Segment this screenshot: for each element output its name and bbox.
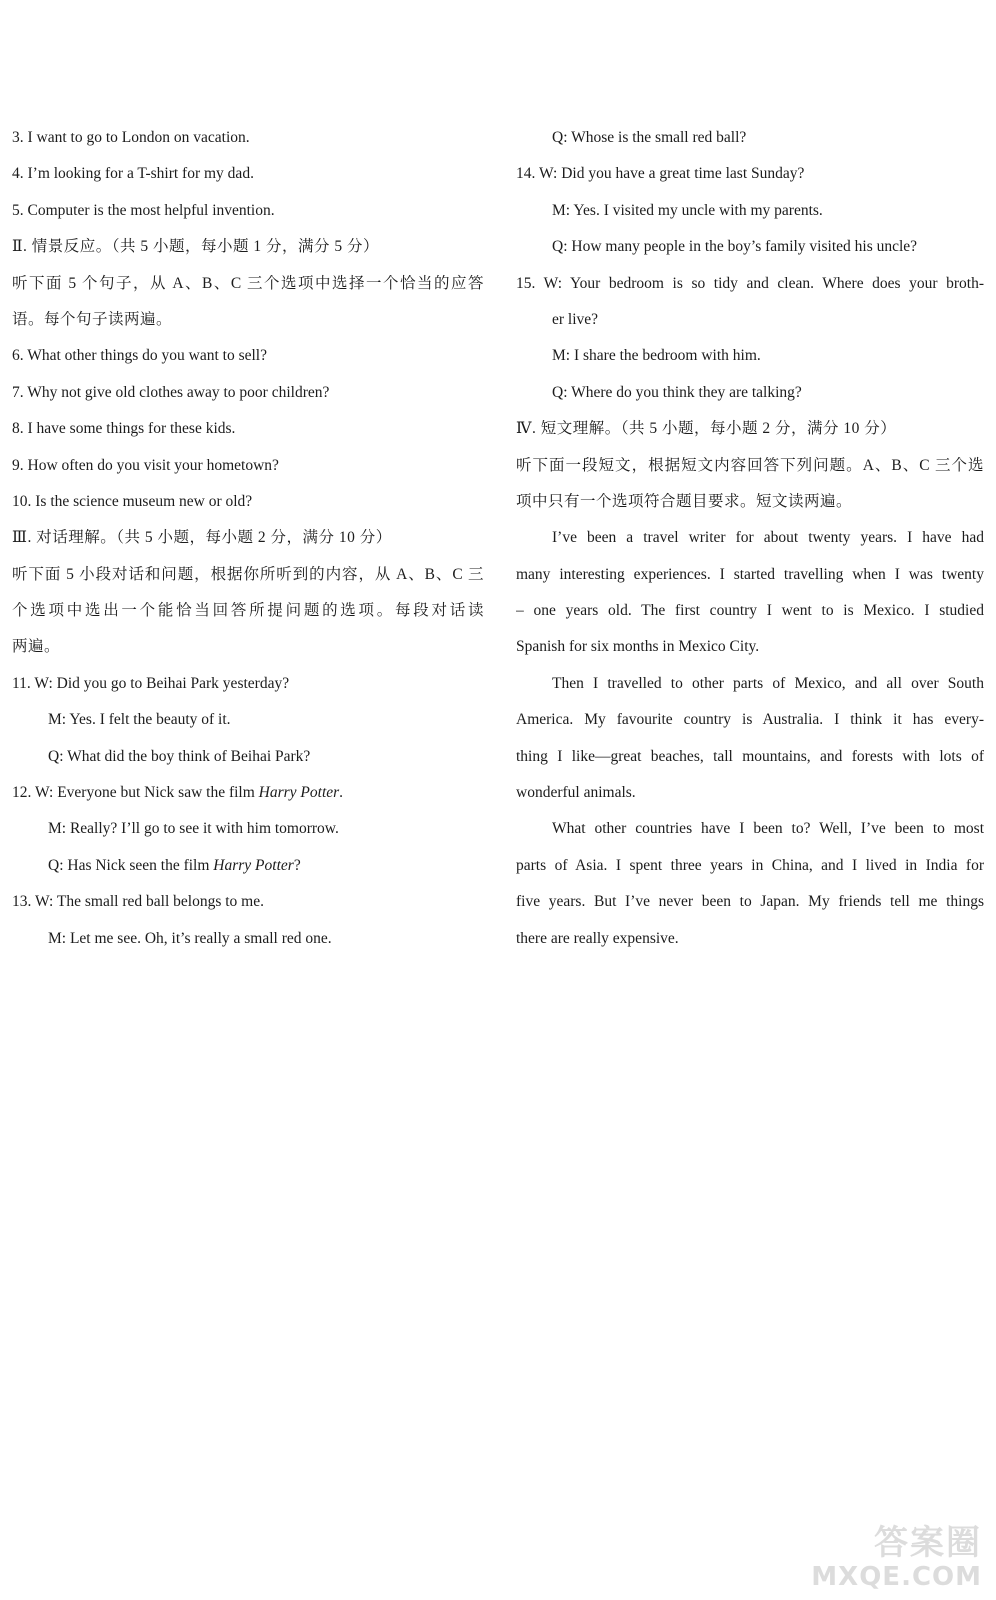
dialogue-11-question: Q: What did the boy think of Beihai Park? bbox=[48, 747, 311, 765]
dialogue-13-man: M: Let me see. Oh, it’s really a small red one. bbox=[48, 929, 332, 947]
dialogue-14-woman: 14. W: Did you have a great time last Sunday? bbox=[516, 165, 805, 183]
section-3-instruction: 听下面 5 小段对话和问题，根据你所听到的内容，从 A、B、C 三 bbox=[12, 565, 484, 583]
dialogue-13-question: Q: Whose is the small red ball? bbox=[552, 129, 747, 146]
passage-paragraph-3: there are really expensive. bbox=[516, 929, 679, 947]
dialogue-12-question-text: Q: Has Nick seen the film bbox=[48, 856, 214, 874]
listening-item-4: 4. I’m looking for a T-shirt for my dad. bbox=[12, 165, 254, 183]
question-6: 6. What other things do you want to sell? bbox=[12, 347, 267, 365]
question-9: 9. How often do you visit your hometown? bbox=[12, 456, 279, 474]
watermark-logo: 答案圈 bbox=[874, 1523, 982, 1563]
listening-item-3: 3. I want to go to London on vacation. bbox=[12, 129, 250, 146]
passage-paragraph-1: I’ve been a travel writer for about twenty years. I have had bbox=[552, 529, 984, 547]
section-2-instruction: 语。每个句子读两遍。 bbox=[12, 310, 173, 328]
dialogue-15-woman-cont: er live? bbox=[552, 310, 599, 328]
dialogue-15-man: M: I share the bedroom with him. bbox=[552, 347, 761, 365]
section-2-instruction: 听下面 5 个句子，从 A、B、C 三个选项中选择一个恰当的应答 bbox=[12, 274, 484, 292]
dialogue-11-man: M: Yes. I felt the beauty of it. bbox=[48, 711, 231, 729]
film-title: Harry Potter bbox=[258, 784, 340, 802]
dialogue-12-woman-text: 12. W: Everyone but Nick saw the film bbox=[12, 784, 259, 802]
dialogue-11-woman: 11. W: Did you go to Beihai Park yesterday? bbox=[12, 674, 290, 692]
site-watermark bbox=[742, 1524, 982, 1594]
dialogue-14-man: M: Yes. I visited my uncle with my parents. bbox=[552, 201, 823, 219]
passage-paragraph-1: – one years old. The first country I went to is Mexico. I studied bbox=[516, 602, 984, 620]
dialogue-15-question: Q: Where do you think they are talking? bbox=[552, 383, 802, 401]
dialogue-12-question bbox=[12, 848, 484, 884]
passage-paragraph-2: America. My favourite country is Australia. I think it has every- bbox=[516, 711, 984, 729]
passage-paragraph-3: What other countries have I been to? Well, I’ve been to most bbox=[552, 820, 984, 838]
passage-paragraph-1: many interesting experiences. I started travelling when I was twenty bbox=[516, 565, 984, 583]
passage-paragraph-2: wonderful animals. bbox=[516, 784, 636, 802]
dialogue-14-question: Q: How many people in the boy’s family visited his uncle? bbox=[552, 238, 918, 256]
section-3-instruction: 个选项中选出一个能恰当回答所提问题的选项。每段对话读 bbox=[12, 602, 484, 620]
passage-paragraph-2: Then I travelled to other parts of Mexico, and all over South bbox=[552, 674, 984, 692]
listening-item-5: 5. Computer is the most helpful invention. bbox=[12, 201, 275, 219]
passage-paragraph-3: parts of Asia. I spent three years in China, and I lived in India for bbox=[516, 856, 984, 874]
section-2-heading: Ⅱ. 情景反应。（共 5 小题，每小题 1 分，满分 5 分） bbox=[12, 238, 380, 256]
section-3-instruction: 两遍。 bbox=[12, 638, 61, 656]
right-column bbox=[516, 120, 984, 957]
section-4-heading: Ⅳ. 短文理解。（共 5 小题，每小题 2 分，满分 10 分） bbox=[516, 420, 897, 438]
dialogue-15-woman: 15. W: Your bedroom is so tidy and clean. Where does your broth- bbox=[516, 274, 984, 292]
dialogue-12-woman bbox=[12, 775, 484, 811]
question-8: 8. I have some things for these kids. bbox=[12, 420, 236, 438]
punctuation: . bbox=[339, 784, 344, 802]
question-7: 7. Why not give old clothes away to poor children? bbox=[12, 383, 330, 401]
dialogue-13-woman: 13. W: The small red ball belongs to me. bbox=[12, 893, 264, 911]
film-title: Harry Potter bbox=[213, 856, 294, 874]
watermark-url: MXQE.COM bbox=[811, 1562, 982, 1592]
punctuation: ? bbox=[293, 856, 301, 874]
section-4-instruction: 听下面一段短文，根据短文内容回答下列问题。A、B、C 三个选 bbox=[516, 456, 984, 474]
question-10: 10. Is the science museum new or old? bbox=[12, 492, 253, 510]
passage-paragraph-1: Spanish for six months in Mexico City. bbox=[516, 638, 760, 656]
section-4-instruction: 项中只有一个选项符合题目要求。短文读两遍。 bbox=[516, 492, 853, 510]
dialogue-12-man: M: Really? I’ll go to see it with him tomorrow. bbox=[48, 820, 339, 838]
passage-paragraph-2: thing I like—great beaches, tall mountains, and forests with lots of bbox=[516, 747, 984, 765]
passage-paragraph-3: five years. But I’ve never been to Japan. My friends tell me things bbox=[516, 893, 984, 911]
section-3-heading: Ⅲ. 对话理解。（共 5 小题，每小题 2 分，满分 10 分） bbox=[12, 529, 392, 547]
left-column bbox=[12, 120, 484, 957]
